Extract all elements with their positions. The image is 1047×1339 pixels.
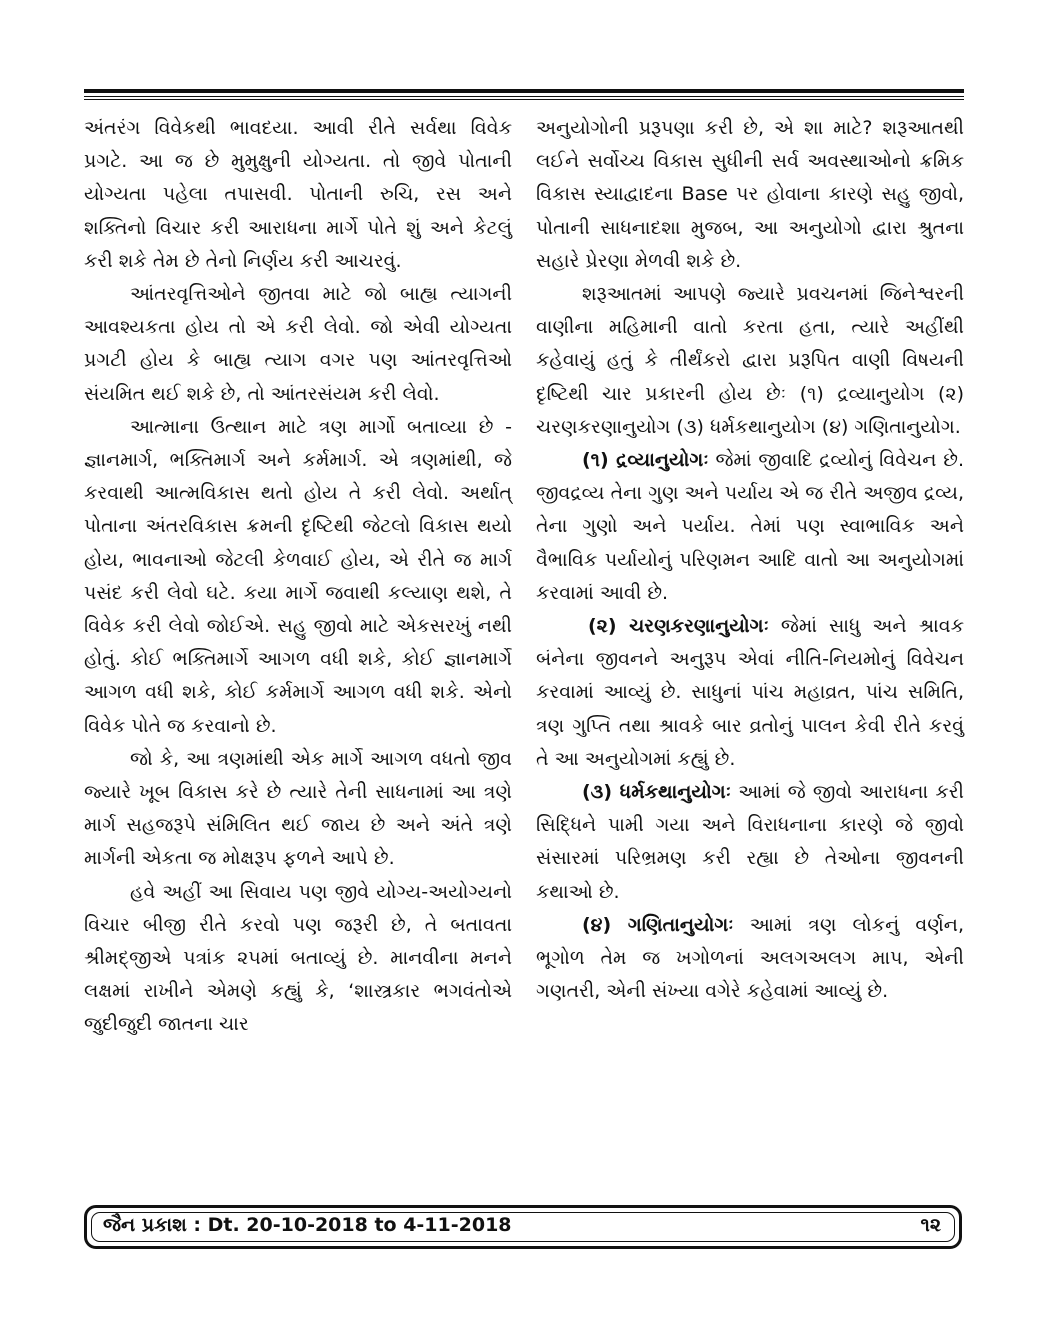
- paragraph: અનુયોગોની પ્રરૂપણા કરી છે, એ શા માટે? શરૂઆતથી લઈને સર્વોચ્ચ વિકાસ સુધીની સર્વ અવસ્થાઓનો ક્રમિક વિકાસ સ્યાદ્વાદના Base પર હોવાના કારણે સહુ જીવો, પોતાની સાધનાદશા મુજબ, આ અનુયોગો દ્વારા શ્રુતના સહારે પ્રેરણા મેળવી શકે છે.: [536, 117, 964, 272]
- paragraph: જો કે, આ ત્રણમાંથી એક માર્ગે આગળ વધતો જીવ જ્યારે ખૂબ વિકાસ કરે છે ત્યારે તેની સાધનામાં આ ત્રણે માર્ગ સહજરૂપે સંમિલિત થઈ જાય છે અને અંતે ત્રણે માર્ગની એકતા જ મોક્ષરૂપ ફળને આપે છે.: [84, 747, 512, 870]
- paragraph-dravyanuyog: [536, 444, 964, 610]
- paragraph-lead: (૩) ધર્મકથાનુયોગઃ: [582, 781, 732, 804]
- paragraph: આંતરવૃત્તિઓને જીતવા માટે જો બાહ્ય ત્યાગની આવશ્યકતા હોય તો એ કરી લેવો. જો એવી યોગ્યતા પ્રગટી હોય કે બાહ્ય ત્યાગ વગર પણ આંતરવૃત્તિઓ સંયમિત થઈ શકે છે, તો આંતરસંયમ કરી લેવો.: [84, 283, 512, 405]
- left-column: [84, 112, 512, 1042]
- header-rule-thin: [84, 96, 964, 97]
- paragraph-body: આમાં ત્રણ લોકનું વર્ણન, ભૂગોળ તેમ જ ખગોળનાં અલગઅલગ માપ, એની ગણતરી, એની સંખ્યા વગેરે કહેવામાં આવ્યું છે.: [536, 913, 964, 1003]
- paragraph-body: આમાં જે જીવો આરાધના કરી સિદ્ધિને પામી ગયા અને વિરાધનાના કારણે જે જીવો સંસારમાં પરિભ્રમણ કરી રહ્યા છે તેઓના જીવનની કથાઓ છે.: [536, 781, 964, 903]
- right-column: [536, 112, 964, 1008]
- paragraph-body: જેમાં સાધુ અને શ્રાવક બંનેના જીવનને અનુરૂપ એવાં નીતિ-નિયમોનું વિવેચન કરવામાં આવ્યું છે. સાધુનાં પાંચ મહાવ્રત, પાંચ સમિતિ, ત્રણ ગુપ્તિ તથા શ્રાવકે બાર વ્રતોનું પાલન કેવી રીતે કરવું તે આ અનુયોગમાં કહ્યું છે.: [536, 615, 964, 770]
- header-rule-thin-2: [84, 99, 964, 100]
- paragraph-lead: (૧) દ્રવ્યાનુયોગઃ: [582, 449, 709, 472]
- page-number: ૧૨: [920, 1214, 941, 1236]
- header-rule-thick: [84, 89, 964, 93]
- paragraph: આત્માના ઉત્થાન માટે ત્રણ માર્ગો બતાવ્યા છે - જ્ઞાનમાર્ગ, ભક્તિમાર્ગ અને કર્મમાર્ગ. એ ત્રણમાંથી, જે કરવાથી આત્મવિકાસ થતો હોય તે કરી લેવો. અર્થાત્ પોતાના અંતરવિકાસ ક્રમની દૃષ્ટિથી જેટલો વિકાસ થયો હોય, ભાવનાઓ જેટલી કેળવાઈ હોય, એ રીતે જ માર્ગ પસંદ કરી લેવો ઘટે. કયા માર્ગે જવાથી કલ્યાણ થશે, તે વિવેક કરી લેવો જોઈએ. સહુ જીવો માટે એકસરખું નથી હોતું. કોઈ ભક્તિમાર્ગે આગળ વધી શકે, કોઈ જ્ઞાનમાર્ગે આગળ વધી શકે, કોઈ કર્મમાર્ગે આગળ વધી શકે. એનો વિવેક પોતે જ કરવાનો છે.: [84, 415, 512, 737]
- footer-title: જૈન પ્રકાશ : Dt. 20-10-2018 to 4-11-2018: [103, 1214, 512, 1236]
- paragraph-ganitanuyog: [536, 909, 964, 1009]
- paragraph-lead: (૨) ચરણકરણાનુયોગઃ: [588, 615, 769, 638]
- paragraph: હવે અહીં આ સિવાય પણ જીવે યોગ્ય-અયોગ્યનો વિચાર બીજી રીતે કરવો પણ જરૂરી છે, તે બતાવતા શ્રીમદ્જીએ પત્રાંક ૨૫માં બતાવ્યું છે. માનવીના મનને લક્ષમાં રાખીને એમણે કહ્યું કે, ‘શાસ્ત્રકાર ભગવંતોએ જુદીજુદી જાતના ચાર: [84, 880, 512, 1036]
- paragraph-dharmakathanuyog: [536, 776, 964, 909]
- paragraph: અંતરંગ વિવેકથી ભાવદયા. આવી રીતે સર્વથા વિવેક પ્રગટે. આ જ છે મુમુક્ષુની યોગ્યતા. તો જીવે પોતાની યોગ્યતા પહેલા તપાસવી. પોતાની રુચિ, રસ અને શક્તિનો વિચાર કરી આરાધના માર્ગે પોતે શું અને કેટલું કરી શકે તેમ છે તેનો નિર્ણય કરી આચરવું.: [84, 117, 512, 272]
- paragraph: શરૂઆતમાં આપણે જ્યારે પ્રવચનમાં જિનેશ્વરની વાણીના મહિમાની વાતો કરતા હતા, ત્યારે અહીંથી કહેવાયું હતું કે તીર્થંકરો દ્વારા પ્રરૂપિત વાણી વિષયની દૃષ્ટિથી ચાર પ્રકારની હોય છેઃ (૧) દ્રવ્યાનુયોગ (૨) ચરણકરણાનુયોગ (૩) ધર્મકથાનુયોગ (૪) ગણિતાનુયોગ.: [536, 283, 964, 438]
- paragraph-lead: (૪) ગણિતાનુયોગઃ: [582, 913, 734, 936]
- footer-box: [84, 1205, 962, 1249]
- paragraph-charankarananuyog: [536, 610, 964, 776]
- paragraph-body: જેમાં જીવાદિ દ્રવ્યોનું વિવેચન છે. જીવદ્રવ્ય તેના ગુણ અને પર્યાય એ જ રીતે અજીવ દ્રવ્ય, તેના ગુણો અને પર્યાય. તેમાં પણ સ્વાભાવિક અને વૈભાવિક પર્યાયોનું પરિણમન આદિ વાતો આ અનુયોગમાં કરવામાં આવી છે.: [536, 449, 964, 604]
